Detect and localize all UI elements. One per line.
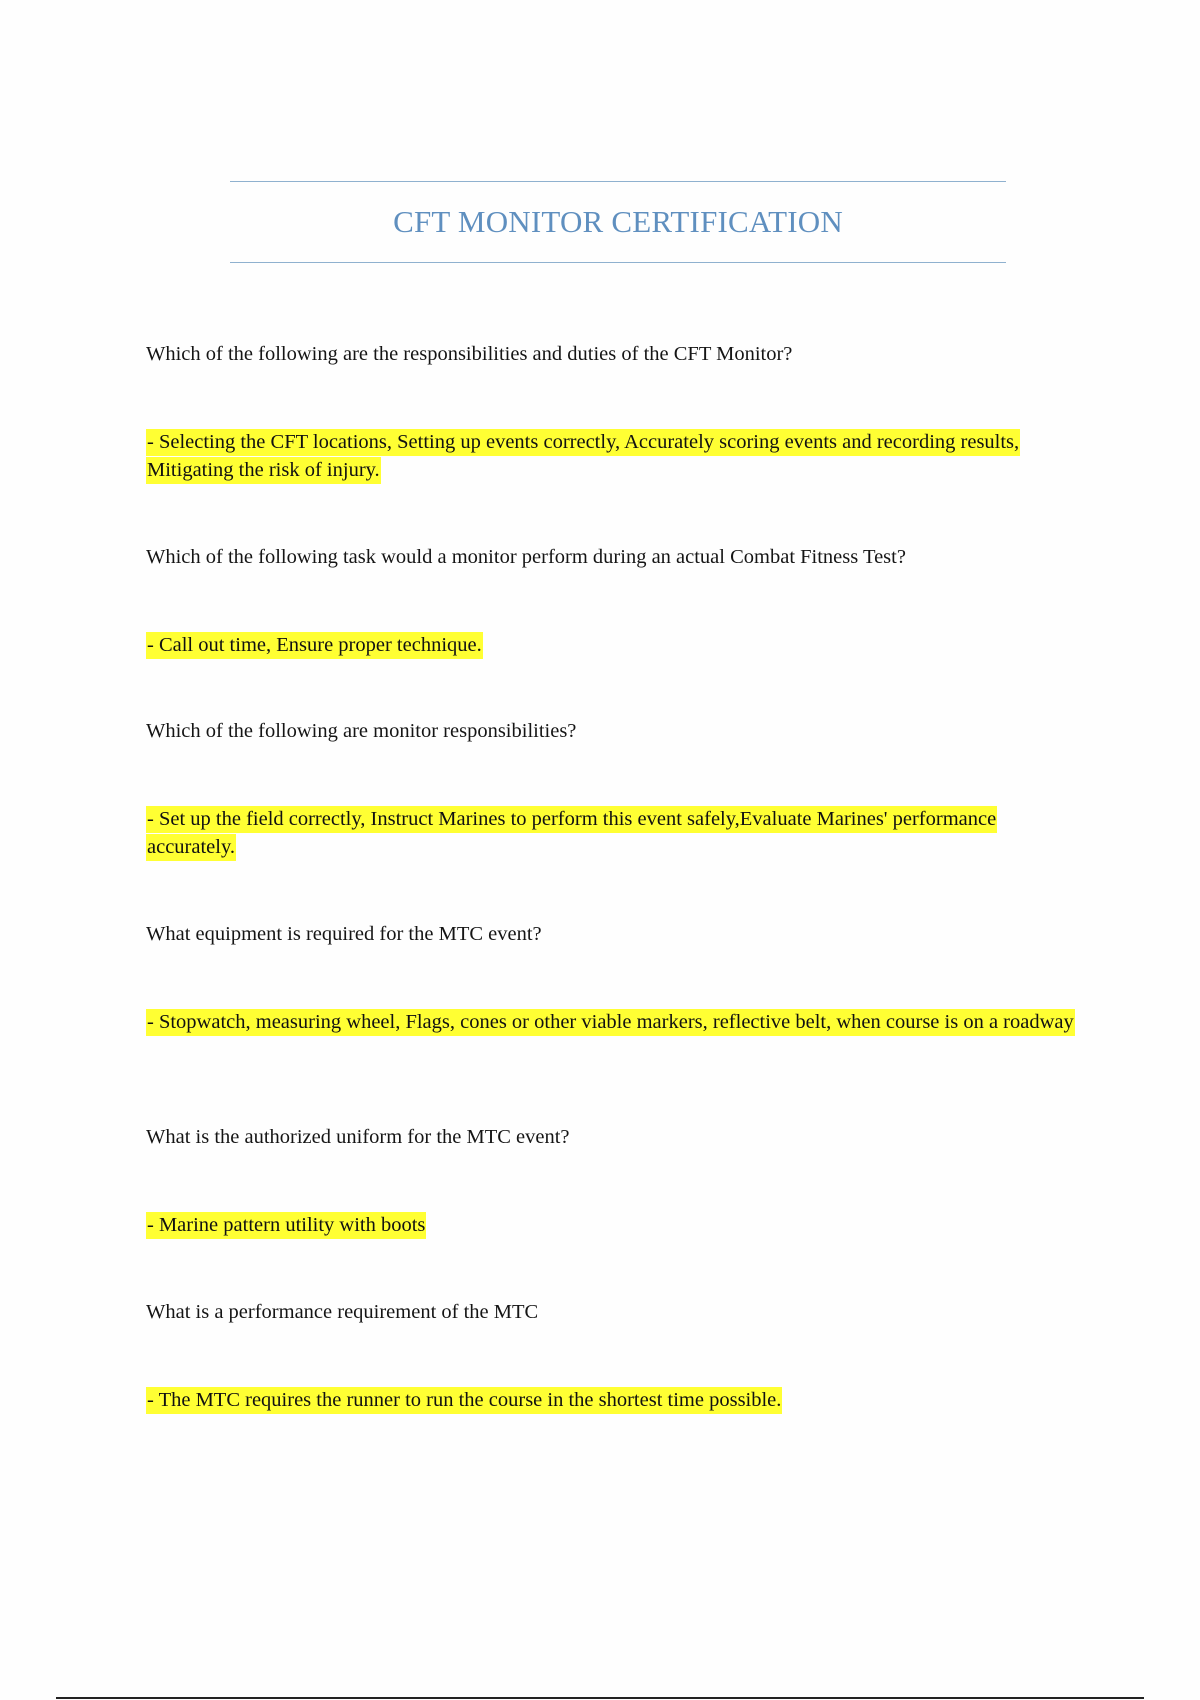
question-text: What is the authorized uniform for the MTC event? <box>146 1126 570 1148</box>
title-block <box>230 181 1006 263</box>
answer-highlight: - Marine pattern utility with boots <box>146 1212 426 1239</box>
footer-divider <box>56 1697 1144 1699</box>
question-text: Which of the following task would a monitor perform during an actual Combat Fitness Test? <box>146 546 906 568</box>
qa-item <box>146 1298 782 1414</box>
qa-item <box>146 920 1075 1036</box>
question-text: Which of the following are monitor responsibilities? <box>146 720 577 742</box>
qa-item <box>146 1123 570 1239</box>
qa-item <box>146 340 1076 484</box>
question-text: Which of the following are the responsibilities and duties of the CFT Monitor? <box>146 343 793 365</box>
answer-highlight: - Stopwatch, measuring wheel, Flags, cones or other viable markers, reflective belt, when course is on a roadway <box>146 1009 1075 1036</box>
answer-text <box>146 1008 1075 1036</box>
qa-item <box>146 717 1076 861</box>
qa-item <box>146 543 906 659</box>
answer-highlight: - Call out time, Ensure proper technique. <box>146 632 483 659</box>
question-text: What equipment is required for the MTC event? <box>146 923 542 945</box>
answer-text <box>146 805 1076 861</box>
answer-highlight: - Set up the field correctly, Instruct Marines to perform this event safely,Evaluate Marines' performance accurately. <box>146 806 997 861</box>
answer-text <box>146 1386 782 1414</box>
answer-highlight: - Selecting the CFT locations, Setting up events correctly, Accurately scoring events and recording results, Mitigating the risk of injury. <box>146 429 1020 484</box>
question-text: What is a performance requirement of the MTC <box>146 1301 539 1323</box>
answer-highlight: - The MTC requires the runner to run the course in the shortest time possible. <box>146 1387 782 1414</box>
document-title: CFT MONITOR CERTIFICATION <box>393 204 843 239</box>
answer-text <box>146 631 906 659</box>
answer-text <box>146 1211 570 1239</box>
answer-text <box>146 428 1076 484</box>
